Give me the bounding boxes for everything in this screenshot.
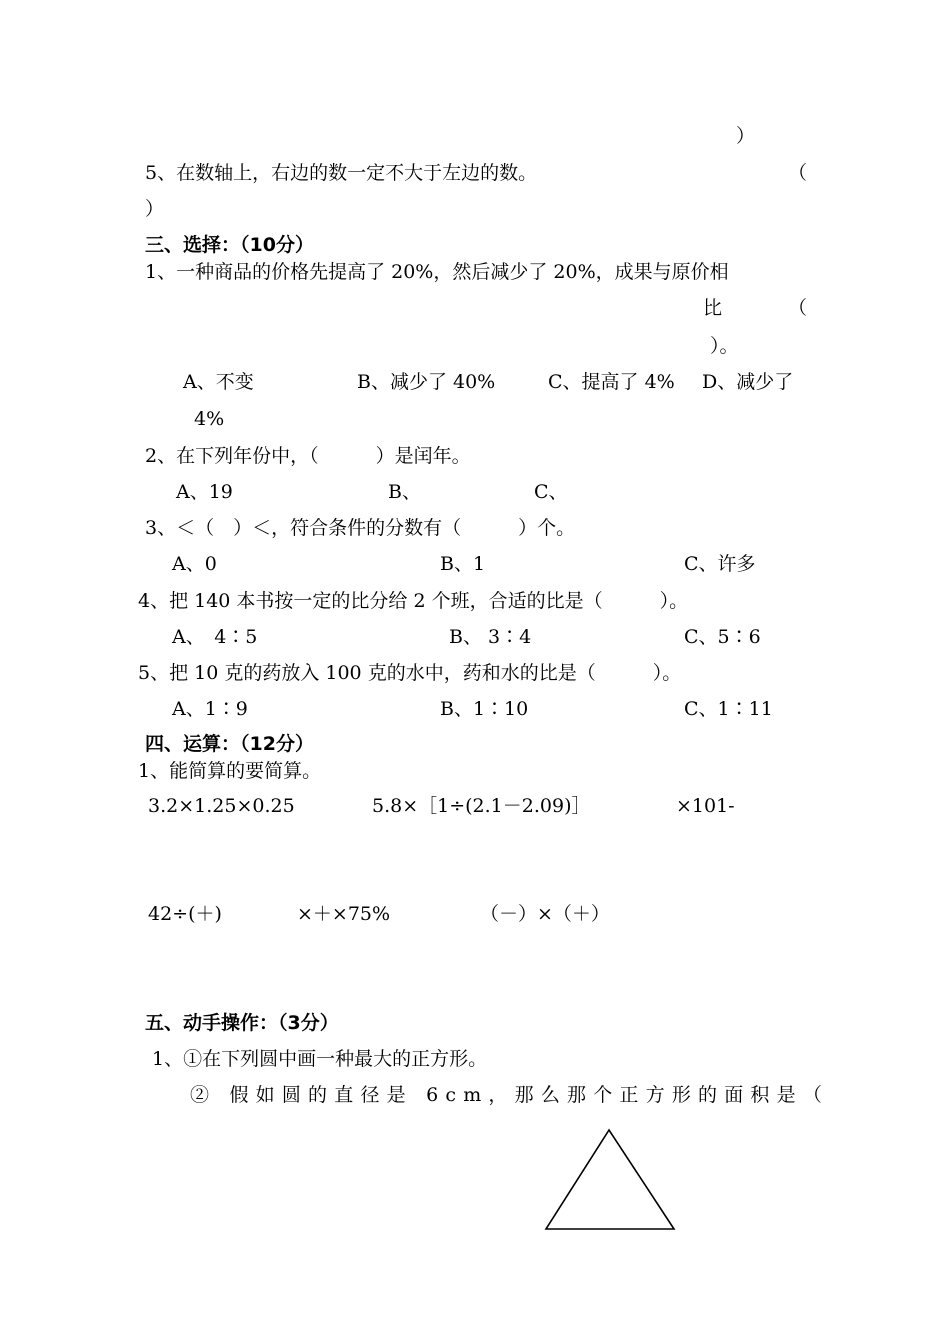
choice-q3-option-b: B、1 [440,553,486,575]
judge-question-5: 5、在数轴上，右边的数一定不大于左边的数。 [145,162,538,184]
operation-q1-line1: 1、①在下列圆中画一种最大的正方形。 [152,1048,488,1070]
section-5-heading: 五、动手操作：（3分） [145,1012,339,1034]
choice-q1-option-c: C、提高了 4% [548,371,675,393]
judge-answer-paren-open: （ [788,162,808,184]
calc-expression-4: 42÷(＋) [148,903,222,925]
prev-question-close-paren: ） [736,125,756,147]
choice-q1-paren-close: ）。 [710,335,739,357]
section-3-heading: 三、选择：（10分） [145,234,314,256]
triangle-shape [546,1130,674,1229]
choice-q5-option-a: A、1∶9 [172,698,248,720]
triangle-figure [540,1125,680,1235]
judge-answer-paren-close: ） [145,198,165,220]
operation-q1-line2: ② 假如圆的直径是 6cm，那么那个正方形的面积是（ [190,1084,830,1106]
choice-q2-option-b: B、 [388,481,421,503]
choice-q4-option-c: C、5∶6 [684,626,761,648]
choice-q3-option-c: C、许多 [684,553,756,575]
choice-q1-line1: 1、一种商品的价格先提高了 20%，然后减少了 20%，成果与原价相 [145,261,729,283]
choice-q3: 3、＜（ ）＜，符合条件的分数有（ ）个。 [145,517,576,539]
choice-q4-option-a: A、 4∶5 [172,626,258,648]
choice-q3-option-a: A、0 [172,553,217,575]
choice-q5-option-b: B、1∶10 [440,698,529,720]
calc-expression-5: ×＋×75% [297,903,391,925]
choice-q1-line2-word: 比 [703,297,723,319]
choice-q2: 2、在下列年份中，（ ）是闰年。 [145,445,471,467]
choice-q4: 4、把 140 本书按一定的比分给 2 个班，合适的比是（ ）。 [138,590,689,612]
choice-q5: 5、把 10 克的药放入 100 克的水中，药和水的比是（ ）。 [138,662,682,684]
calc-expression-1: 3.2×1.25×0.25 [148,795,295,817]
choice-q1-paren-open: （ [788,297,808,319]
choice-q2-option-a: A、19 [176,481,233,503]
choice-q1-option-d: D、减少了 [702,371,794,393]
choice-q5-option-c: C、1∶11 [684,698,773,720]
calc-expression-6: （－）×（＋） [480,903,610,925]
choice-q1-option-b: B、减少了 40% [357,371,496,393]
section-4-heading: 四、运算：（12分） [145,733,314,755]
calc-instruction: 1、能简算的要简算。 [138,760,322,782]
calc-expression-2: 5.8×［1÷(2.1－2.09)］ [372,795,591,817]
calc-expression-3: ×101- [676,795,735,817]
choice-q1-option-a: A、不变 [183,371,254,393]
choice-q4-option-b: B、 3∶4 [449,626,532,648]
choice-q1-option-d-cont: 4% [194,408,225,430]
choice-q2-option-c: C、 [534,481,568,503]
